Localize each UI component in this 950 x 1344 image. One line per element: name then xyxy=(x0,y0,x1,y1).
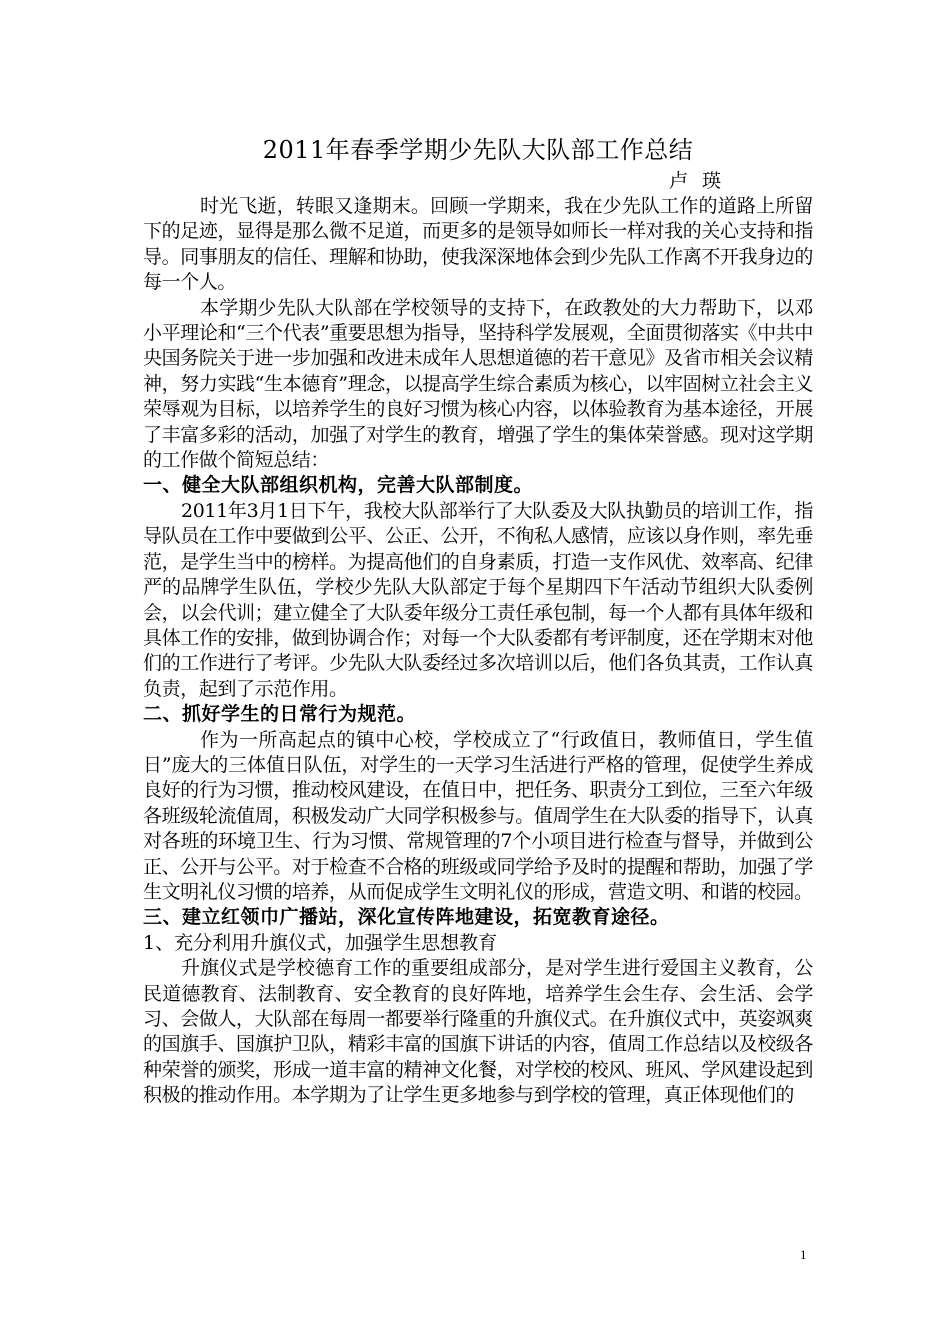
section-heading-3: 三、建立红领巾广播站，深化宣传阵地建设，拓宽教育途径。 xyxy=(143,906,670,929)
subsection-heading-1: 1、充分利用升旗仪式，加强学生思想教育 xyxy=(143,931,498,954)
section-1-paragraph: 2011年3月1日下午，我校大队部举行了大队委及大队执勤员的培训工作，指导队员在工作中要做到公平、公正、公开，不徇私人感情，应该以身作则，率先垂范，是学生当中的榜样。为提高他们的自身素质，打造一支作风优、效率高、纪律严的品牌学生队伍，学校少先队大队部定于每个星期四下午活动节组织大队委例会，以会代训；建立健全了大队委年级分工责任承包制，每一个人都有具体年级和具体工作的安排，做到协调合作；对每一个大队委都有考评制度，还在学期末对他们的工作进行了考评。少先队大队委经过多次培训以后，他们各负其责，工作认真负责，起到了示范作用。 xyxy=(143,499,813,700)
section-heading-1: 一、健全大队部组织机构，完善大队部制度。 xyxy=(143,474,534,497)
page-number: 1 xyxy=(800,1247,807,1262)
intro-paragraph: 时光飞逝，转眼又逢期末。回顾一学期来，我在少先队工作的道路上所留下的足迹，显得是那么微不足道，而更多的是领导如师长一样对我的关心支持和指导。同事朋友的信任、理解和协助，使我深深地体会到少先队工作离不开我身边的每一个人。 xyxy=(143,195,813,294)
section-2-paragraph: 作为一所高起点的镇中心校，学校成立了“行政值日，教师值日，学生值日”庞大的三体值日队伍，对学生的一天学习生活进行严格的管理，促使学生养成良好的行为习惯，推动校风建设，在值日中，把任务、职责分工到位，三至六年级各班级轮流值周，积极发动广大同学积极参与。值周学生在大队委的指导下，认真对各班的环境卫生、行为习惯、常规管理的7个小项目进行检查与督导，并做到公正、公开与公平。对于检查不合格的班级或同学给予及时的提醒和帮助，加强了学生文明礼仪习惯的培养，从而促成学生文明礼仪的形成，营造文明、和谐的校园。 xyxy=(143,728,813,903)
section-3-paragraph: 升旗仪式是学校德育工作的重要组成部分，是对学生进行爱国主义教育，公民道德教育、法制教育、安全教育的良好阵地，培养学生会生存、会生活、会学习、会做人，大队部在每周一都要举行隆重的升旗仪式。在升旗仪式中，英姿飒爽的国旗手、国旗护卫队，精彩丰富的国旗下讲话的内容，值周工作总结以及校级各种荣誉的颁奖，形成一道丰富的精神文化餐，对学校的校风、班风、学风建设起到积极的推动作用。本学期为了让学生更多地参与到学校的管理，真正体现他们的 xyxy=(143,957,813,1107)
document-author: 卢瑛 xyxy=(668,170,735,192)
section-heading-2: 二、抓好学生的日常行为规范。 xyxy=(143,703,417,726)
document-title: 2011年春季学期少先队大队部工作总结 xyxy=(262,136,694,164)
overview-paragraph: 本学期少先队大队部在学校领导的支持下，在政教处的大力帮助下，以邓小平理论和“三个代表”重要思想为指导，坚持科学发展观，全面贯彻落实《中共中央国务院关于进一步加强和改进未成年人思想道德的若干意见》及省市相关会议精神，努力实践“生本德育”理念，以提高学生综合素质为核心，以牢固树立社会主义荣辱观为目标，以培养学生的良好习惯为核心内容，以体验教育为基本途径，开展了丰富多彩的活动，加强了对学生的教育，增强了学生的集体荣誉感。现对这学期的工作做个简短总结： xyxy=(143,296,813,472)
document-body xyxy=(143,132,813,1109)
